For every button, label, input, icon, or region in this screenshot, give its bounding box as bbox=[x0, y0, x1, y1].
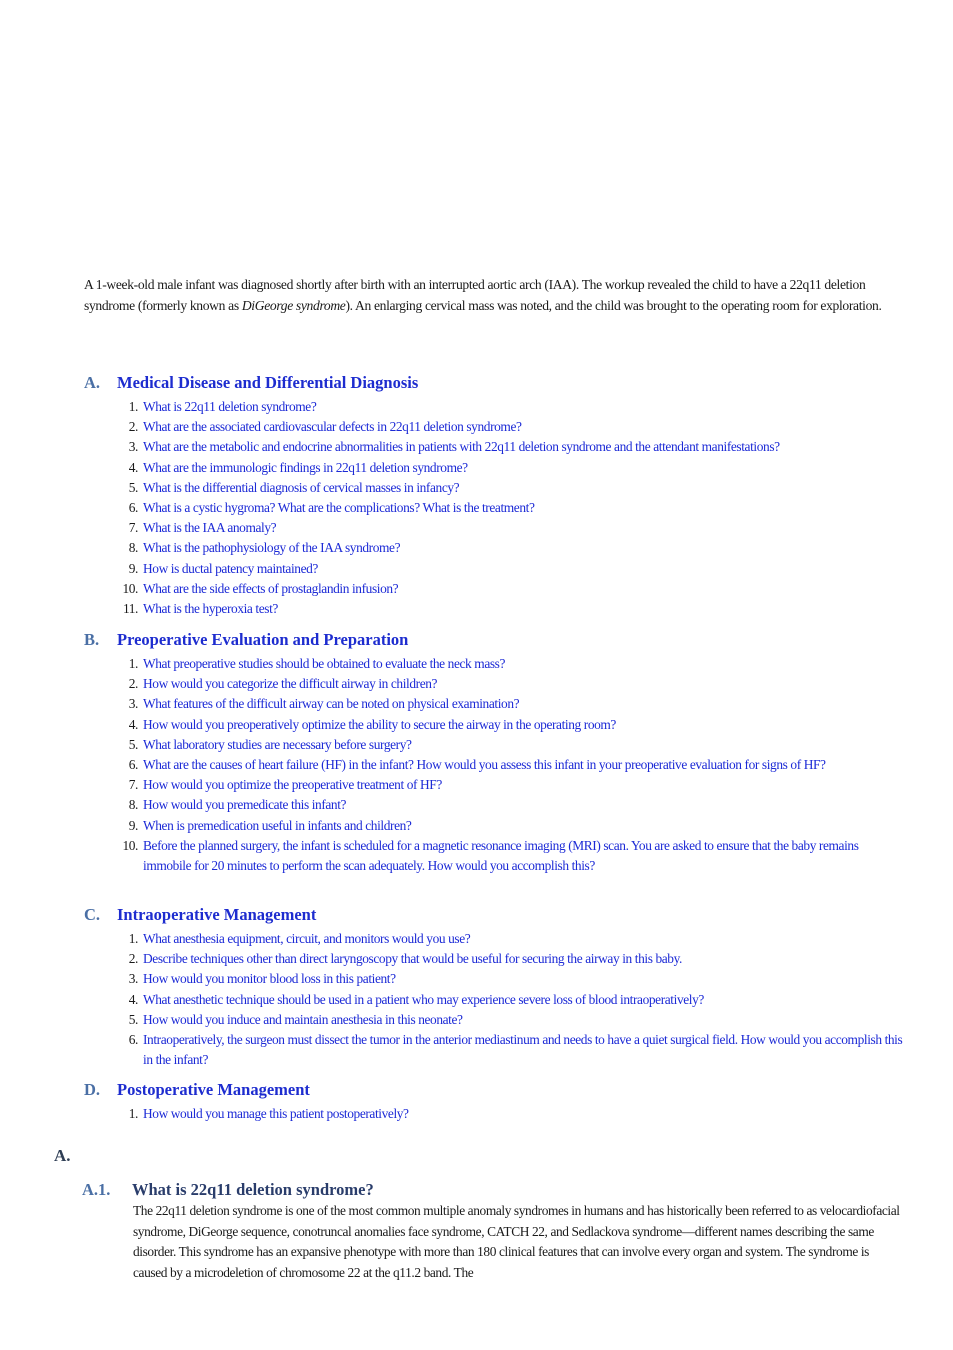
section-c bbox=[84, 905, 914, 1070]
section-letter: D. bbox=[84, 1080, 101, 1099]
question-number: 1. bbox=[128, 1106, 138, 1121]
answer-title: What is 22q11 deletion syndrome? bbox=[132, 1180, 374, 1199]
section-a-heading bbox=[84, 373, 914, 393]
question-link[interactable]: What laboratory studies are necessary before surgery? bbox=[143, 736, 412, 752]
question-number: 11. bbox=[122, 601, 138, 617]
section-a bbox=[84, 373, 914, 619]
question-item[interactable] bbox=[84, 836, 914, 876]
question-link[interactable]: What is the hyperoxia test? bbox=[143, 601, 278, 617]
section-c-heading bbox=[84, 905, 914, 925]
question-item[interactable] bbox=[84, 694, 914, 714]
question-list-c bbox=[84, 929, 914, 1070]
question-link[interactable]: Before the planned surgery, the infant is scheduled for a magnetic resonance imaging (MRI) scan. You are asked to ensure that the baby remains immobile for 20 minutes to perform the scan adequately. How would you accomplish this? bbox=[143, 837, 859, 874]
answer-body: The 22q11 deletion syndrome is one of the most common multiple anomaly syndromes in humans and has historically been referred to as velocardiofacial syndrome, DiGeorge sequence, conotruncal anomalies face syndrome, CATCH 22, and Sedlackova syndrome—different names describing the same disorder. This syndrome has an expansive phenotype with more than 180 clinical features that can involve every organ and system. The syndrome is caused by a microdeletion of chromosome 22 at the q11.2 band. The bbox=[133, 1203, 900, 1280]
section-b bbox=[84, 630, 914, 876]
question-item[interactable] bbox=[84, 715, 914, 735]
question-link[interactable]: How is ductal patency maintained? bbox=[143, 560, 318, 576]
question-link[interactable]: When is premedication useful in infants and children? bbox=[143, 817, 412, 833]
question-link[interactable]: How would you manage this patient postoperatively? bbox=[143, 1106, 409, 1121]
question-number: 5. bbox=[128, 479, 138, 495]
question-number: 6. bbox=[128, 1032, 138, 1048]
answer-heading bbox=[82, 1180, 374, 1200]
question-link[interactable]: What is the differential diagnosis of cervical masses in infancy? bbox=[143, 479, 460, 495]
section-title: Postoperative Management bbox=[117, 1080, 310, 1099]
question-item[interactable] bbox=[84, 579, 914, 599]
question-list-d bbox=[84, 1104, 914, 1124]
section-letter: C. bbox=[84, 905, 101, 924]
case-description bbox=[84, 275, 894, 316]
question-number: 2. bbox=[128, 676, 138, 692]
section-title: Preoperative Evaluation and Preparation bbox=[117, 630, 409, 649]
question-item[interactable] bbox=[84, 478, 914, 498]
question-item[interactable] bbox=[84, 949, 914, 969]
question-link[interactable]: How would you premedicate this infant? bbox=[143, 797, 347, 813]
question-item[interactable] bbox=[84, 775, 914, 795]
section-d-heading bbox=[84, 1080, 914, 1100]
question-number: 6. bbox=[128, 500, 138, 516]
question-item[interactable] bbox=[84, 417, 914, 437]
question-item[interactable] bbox=[84, 397, 914, 417]
question-link[interactable]: How would you monitor blood loss in this patient? bbox=[143, 971, 396, 987]
question-list-b bbox=[84, 654, 914, 876]
question-number: 10. bbox=[122, 580, 138, 596]
question-item[interactable] bbox=[84, 1104, 914, 1124]
question-link[interactable]: What are the immunologic findings in 22q11 deletion syndrome? bbox=[143, 459, 468, 475]
question-item[interactable] bbox=[84, 538, 914, 558]
question-number: 2. bbox=[128, 951, 138, 967]
question-link[interactable]: Describe techniques other than direct laryngoscopy that would be useful for securing the airway in this baby. bbox=[143, 951, 682, 967]
question-item[interactable] bbox=[84, 735, 914, 755]
question-link[interactable]: What features of the difficult airway can be noted on physical examination? bbox=[143, 696, 520, 712]
question-number: 1. bbox=[128, 931, 138, 946]
question-link[interactable]: How would you categorize the difficult airway in children? bbox=[143, 676, 438, 692]
question-number: 3. bbox=[128, 696, 138, 712]
question-link[interactable]: How would you induce and maintain anesthesia in this neonate? bbox=[143, 1011, 463, 1027]
case-description-text-2: ). An enlarging cervical mass was noted, and the child was brought to the operating room for exploration. bbox=[345, 297, 882, 313]
question-item[interactable] bbox=[84, 498, 914, 518]
question-number: 8. bbox=[128, 797, 138, 813]
question-number: 5. bbox=[128, 736, 138, 752]
question-link[interactable]: What is 22q11 deletion syndrome? bbox=[143, 399, 317, 414]
section-b-heading bbox=[84, 630, 914, 650]
question-item[interactable] bbox=[84, 599, 914, 619]
question-number: 4. bbox=[128, 716, 138, 732]
question-item[interactable] bbox=[84, 458, 914, 478]
question-number: 4. bbox=[128, 991, 138, 1007]
question-number: 3. bbox=[128, 439, 138, 455]
question-link[interactable]: How would you preoperatively optimize the ability to secure the airway in the operating room? bbox=[143, 716, 616, 732]
question-link[interactable]: Intraoperatively, the surgeon must dissect the tumor in the anterior mediastinum and needs to have a quiet surgical field. How would you accomplish this in the infant? bbox=[143, 1032, 903, 1068]
section-title: Intraoperative Management bbox=[117, 905, 317, 924]
question-list-a bbox=[84, 397, 914, 619]
answer-number: A.1. bbox=[82, 1180, 111, 1199]
answers-part-label: A. bbox=[54, 1146, 71, 1165]
question-link[interactable]: How would you optimize the preoperative treatment of HF? bbox=[143, 777, 442, 793]
question-link[interactable]: What are the causes of heart failure (HF) in the infant? How would you assess this infant in your preoperative evaluation for signs of HF? bbox=[143, 757, 826, 773]
question-number: 8. bbox=[128, 540, 138, 556]
question-link[interactable]: What are the metabolic and endocrine abnormalities in patients with 22q11 deletion syndrome and the attendant manifestations? bbox=[143, 439, 780, 455]
question-item[interactable] bbox=[84, 795, 914, 815]
question-item[interactable] bbox=[84, 437, 914, 457]
section-letter: B. bbox=[84, 630, 100, 649]
question-number: 10. bbox=[122, 837, 138, 853]
question-number: 3. bbox=[128, 971, 138, 987]
question-link[interactable]: What is a cystic hygroma? What are the complications? What is the treatment? bbox=[143, 500, 535, 516]
question-number: 2. bbox=[128, 419, 138, 435]
question-item[interactable] bbox=[84, 674, 914, 694]
question-number: 1. bbox=[128, 656, 138, 671]
question-link[interactable]: What are the associated cardiovascular defects in 22q11 deletion syndrome? bbox=[143, 419, 522, 435]
question-link[interactable]: What anesthesia equipment, circuit, and monitors would you use? bbox=[143, 931, 471, 946]
case-description-italic: DiGeorge syndrome bbox=[241, 297, 346, 313]
section-letter: A. bbox=[84, 373, 101, 392]
question-item[interactable] bbox=[84, 929, 914, 949]
question-item[interactable] bbox=[84, 559, 914, 579]
question-item[interactable] bbox=[84, 969, 914, 989]
question-number: 7. bbox=[128, 520, 138, 536]
question-number: 9. bbox=[128, 817, 138, 833]
section-d bbox=[84, 1080, 914, 1124]
question-number: 9. bbox=[128, 560, 138, 576]
question-item[interactable] bbox=[84, 518, 914, 538]
section-title: Medical Disease and Differential Diagnosis bbox=[117, 373, 419, 392]
case-description-text-1: A 1-week-old male infant was diagnosed shortly after birth with an interrupted aortic arch (IAA). The workup revealed the child to have a 22q11 deletion syndrome (formerly known as bbox=[84, 277, 866, 313]
question-number: 1. bbox=[128, 399, 138, 414]
question-number: 5. bbox=[128, 1011, 138, 1027]
question-link[interactable]: What preoperative studies should be obtained to evaluate the neck mass? bbox=[143, 656, 506, 671]
question-number: 6. bbox=[128, 757, 138, 773]
question-item[interactable] bbox=[84, 816, 914, 836]
question-number: 7. bbox=[128, 777, 138, 793]
question-item[interactable] bbox=[84, 1010, 914, 1030]
question-item[interactable] bbox=[84, 755, 914, 775]
question-item[interactable] bbox=[84, 1030, 914, 1070]
question-link[interactable]: What anesthetic technique should be used in a patient who may experience severe loss of blood intraoperatively? bbox=[143, 991, 704, 1007]
question-link[interactable]: What is the IAA anomaly? bbox=[143, 520, 277, 536]
question-link[interactable]: What is the pathophysiology of the IAA syndrome? bbox=[143, 540, 401, 556]
question-item[interactable] bbox=[84, 654, 914, 674]
question-number: 4. bbox=[128, 459, 138, 475]
question-link[interactable]: What are the side effects of prostaglandin infusion? bbox=[143, 580, 399, 596]
question-item[interactable] bbox=[84, 990, 914, 1010]
